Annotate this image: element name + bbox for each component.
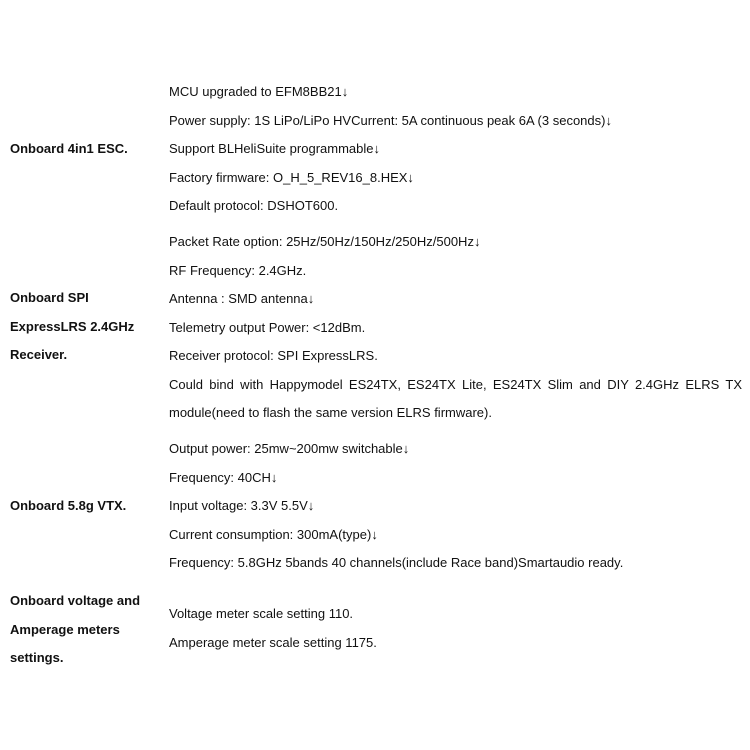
section-label-vtx bbox=[10, 492, 126, 521]
label-line: settings. bbox=[10, 650, 64, 665]
spec-item: Amperage meter scale setting 1175. bbox=[169, 634, 377, 650]
spec-item: Telemetry output Power: <12dBm. bbox=[169, 319, 366, 335]
section-label-esc bbox=[10, 135, 128, 164]
spec-item: Frequency: 40CH↓ bbox=[169, 469, 278, 485]
spec-item: Antenna : SMD antenna↓ bbox=[169, 291, 315, 306]
spec-item: Packet Rate option: 25Hz/50Hz/150Hz/250Hz/500Hz↓ bbox=[169, 234, 481, 249]
section-items-vtx bbox=[169, 435, 742, 578]
section-label-receiver bbox=[10, 284, 134, 370]
label-line: Onboard SPI bbox=[10, 290, 89, 305]
spec-item: Input voltage: 3.3V 5.5V↓ bbox=[169, 498, 315, 513]
spec-item: RF Frequency: 2.4GHz. bbox=[169, 262, 307, 278]
spec-item: Could bind with Happymodel ES24TX, ES24TX Lite, ES24TX Slim and DIY 2.4GHz ELRS TX module(need to flash the same version ELRS firmware). bbox=[169, 376, 742, 420]
section-label-meters bbox=[10, 587, 140, 673]
label-line: ExpressLRS 2.4GHz bbox=[10, 318, 135, 334]
label-line: Amperage meters bbox=[10, 621, 120, 637]
spec-item: Output power: 25mw~200mw switchable↓ bbox=[169, 441, 410, 456]
spec-item: Current consumption: 300mA(type)↓ bbox=[169, 526, 378, 542]
label-line: Onboard 4in1 ESC. bbox=[10, 141, 128, 156]
label-line: Receiver. bbox=[10, 347, 68, 362]
spec-item: Receiver protocol: SPI ExpressLRS. bbox=[169, 348, 378, 363]
spec-item: MCU upgraded to EFM8BB21↓ bbox=[169, 84, 349, 99]
section-items-meters bbox=[169, 600, 742, 657]
section-items-esc bbox=[169, 78, 742, 221]
spec-item: Frequency: 5.8GHz 5bands 40 channels(include Race band)Smartaudio ready. bbox=[169, 555, 624, 570]
spec-item: Support BLHeliSuite programmable↓ bbox=[169, 141, 380, 156]
label-line: Onboard voltage and bbox=[10, 593, 141, 608]
spec-item: Factory firmware: O_H_5_REV16_8.HEX↓ bbox=[169, 169, 414, 185]
spec-item: Default protocol: DSHOT600. bbox=[169, 198, 339, 213]
spec-item: Power supply: 1S LiPo/LiPo HVCurrent: 5A continuous peak 6A (3 seconds)↓ bbox=[169, 112, 612, 128]
spec-item: Voltage meter scale setting 110. bbox=[169, 606, 354, 621]
section-items-receiver bbox=[169, 228, 742, 428]
label-line: Onboard 5.8g VTX. bbox=[10, 498, 127, 513]
